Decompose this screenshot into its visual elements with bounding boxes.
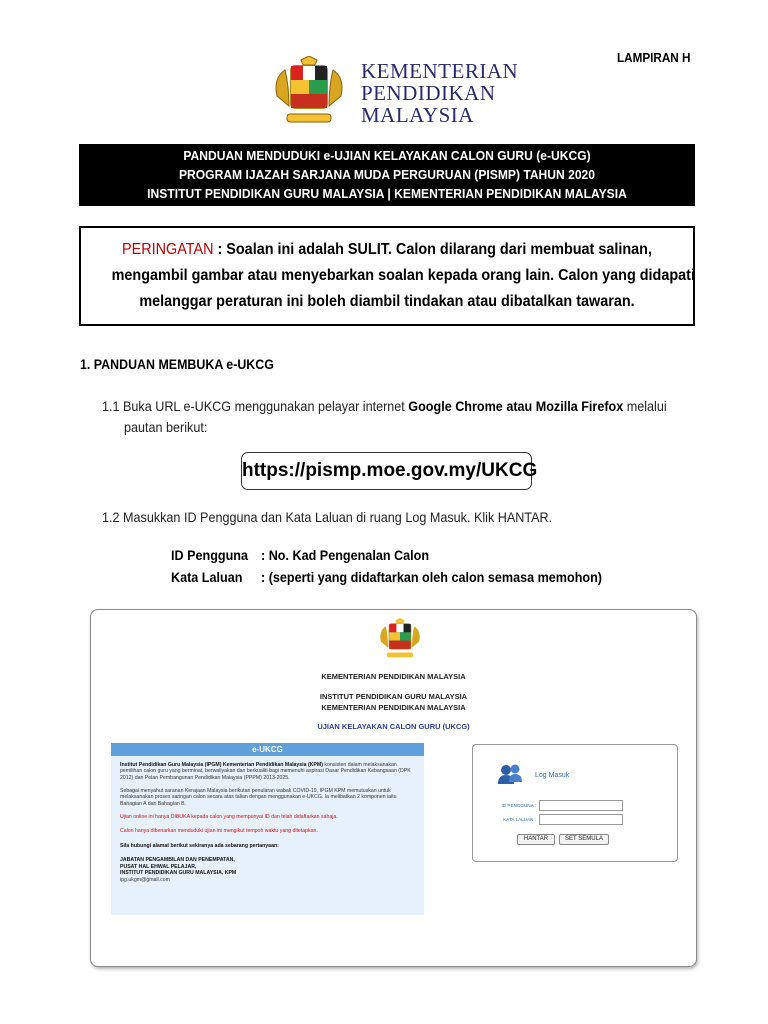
credential-id-value: : No. Kad Pengenalan Calon <box>261 547 430 563</box>
warning-box <box>79 226 695 326</box>
warning-line-3: melanggar peraturan ini boleh diambil tindakan atau dibatalkan tawaran. <box>139 293 635 310</box>
banner-line-3: INSTITUT PENDIDIKAN GURU MALAYSIA | KEMENTERIAN PENDIDIKAN MALAYSIA <box>147 186 627 201</box>
address-line-1: JABATAN PENGAMBILAN DAN PENEMPATAN, <box>120 857 235 863</box>
step-1-1-prefix: 1.1 Buka URL e-UKCG menggunakan pelayar internet <box>102 398 409 414</box>
credential-password <box>171 569 602 585</box>
warning-label: PERINGATAN <box>122 241 214 258</box>
shot-title-1: KEMENTERIAN PENDIDIKAN MALAYSIA <box>321 672 466 681</box>
ministry-line-2: PENDIDIKAN <box>361 81 496 105</box>
login-page-screenshot <box>90 609 697 967</box>
ministry-line-1: KEMENTERIAN <box>361 59 519 83</box>
ministry-name <box>361 60 518 126</box>
credential-password-label: Kata Laluan <box>171 569 243 585</box>
credential-id-label: ID Pengguna <box>171 547 249 563</box>
info-panel-header: e-UKCG <box>111 743 424 756</box>
banner-line-2: PROGRAM IJAZAH SARJANA MUDA PERGURUAN (PISMP) TAHUN 2020 <box>178 167 596 182</box>
login-title: Log Masuk <box>535 772 570 779</box>
info-panel <box>111 743 424 915</box>
password-label: KATA LALUAN : <box>503 817 536 822</box>
reset-button[interactable]: SET SEMULA <box>559 834 609 845</box>
step-1-1-browsers: Google Chrome atau Mozilla Firefox <box>408 398 624 414</box>
submit-button[interactable]: HANTAR <box>517 834 555 845</box>
info-para-3: Ujian online ini hanya DIBUKA kepada calon yang mempunyai ID dan telah didaftarkan sahaja. <box>120 814 338 820</box>
step-1-1 <box>102 395 667 417</box>
address-line-2: PUSAT HAL EHWAL PELAJAR, <box>120 863 197 870</box>
users-icon <box>497 763 523 785</box>
info-para-5: Sila hubungi alamat berikut sekiranya ada sebarang pertanyaan: <box>120 843 279 849</box>
user-id-label: ID PENGGUNA : <box>501 803 536 808</box>
url-link[interactable]: https://pismp.moe.gov.my/UKCG <box>241 452 532 490</box>
ministry-crest-small-icon <box>375 616 425 664</box>
step-1-1-suffix: melalui <box>623 398 667 414</box>
appendix-label: LAMPIRAN H <box>617 50 691 65</box>
credential-id <box>171 547 429 563</box>
shot-title-4: UJIAN KELAYAKAN CALON GURU (UKCG) <box>317 722 470 731</box>
shot-title-3: KEMENTERIAN PENDIDIKAN MALAYSIA <box>321 703 466 712</box>
info-para-2: Sebagai menyahut saranan Kerajaan Malaysia berikutan penularan wabak COVID-19, IPGM KPM memutuskan untuk melaksanakan proses saringan calon secara atas talian dengan menggunakan e-UKCG. Ia melibatkan 2 komponen iaitu Bahagian A dan Bahagian B. <box>120 788 397 807</box>
info-para-1-bold: Institut Pendidikan Guru Malaysia (IPGM) Kementerian Pendidikan Malaysia (KPM) <box>120 762 323 768</box>
warning-line-1: : Soalan ini adalah SULIT. Calon dilarang dari membuat salinan, <box>213 241 652 258</box>
credential-password-value: : (seperti yang didaftarkan oleh calon semasa memohon) <box>261 569 602 585</box>
info-para-4: Calon hanya dibenarkan menduduki ujian ini mengikut tempoh waktu yang ditetapkan. <box>120 828 318 834</box>
title-banner <box>79 144 695 206</box>
step-1-2: 1.2 Masukkan ID Pengguna dan Kata Laluan di ruang Log Masuk. Klik HANTAR. <box>102 509 553 525</box>
warning-line-2: mengambil gambar atau menyebarkan soalan kepada orang lain. Calon yang didapati <box>111 267 695 284</box>
login-panel <box>472 744 678 862</box>
info-para-1-rest: konsisten dalam melaksanakan pemilihan calon guru yang berminat, berwaliyakan dan berkualiti bagi memenuhi aspirasi Dasar Pendidikan Kebangsaan (DPK 2012) dan Pelan Pembangunan Pendidikan Malaysia (PPPM) 2013-2025. <box>120 762 411 781</box>
contact-email[interactable]: ipg.ukgm@gmail.com <box>120 876 170 883</box>
step-1-1-line-2: pautan berikut: <box>124 419 208 435</box>
ministry-crest-icon <box>267 56 351 130</box>
banner-line-1: PANDUAN MENDUDUKI e-UJIAN KELAYAKAN CALON GURU (e-UKCG) <box>183 148 591 163</box>
info-para-1 <box>120 762 416 781</box>
user-id-input[interactable] <box>539 800 623 811</box>
ministry-line-3: MALAYSIA <box>361 103 474 127</box>
shot-title-2: INSTITUT PENDIDIKAN GURU MALAYSIA <box>319 692 468 701</box>
password-input[interactable] <box>539 814 623 825</box>
section-heading: 1. PANDUAN MEMBUKA e-UKCG <box>80 357 274 372</box>
address-line-3: INSTITUT PENDIDIKAN GURU MALAYSIA, KPM <box>120 870 237 876</box>
